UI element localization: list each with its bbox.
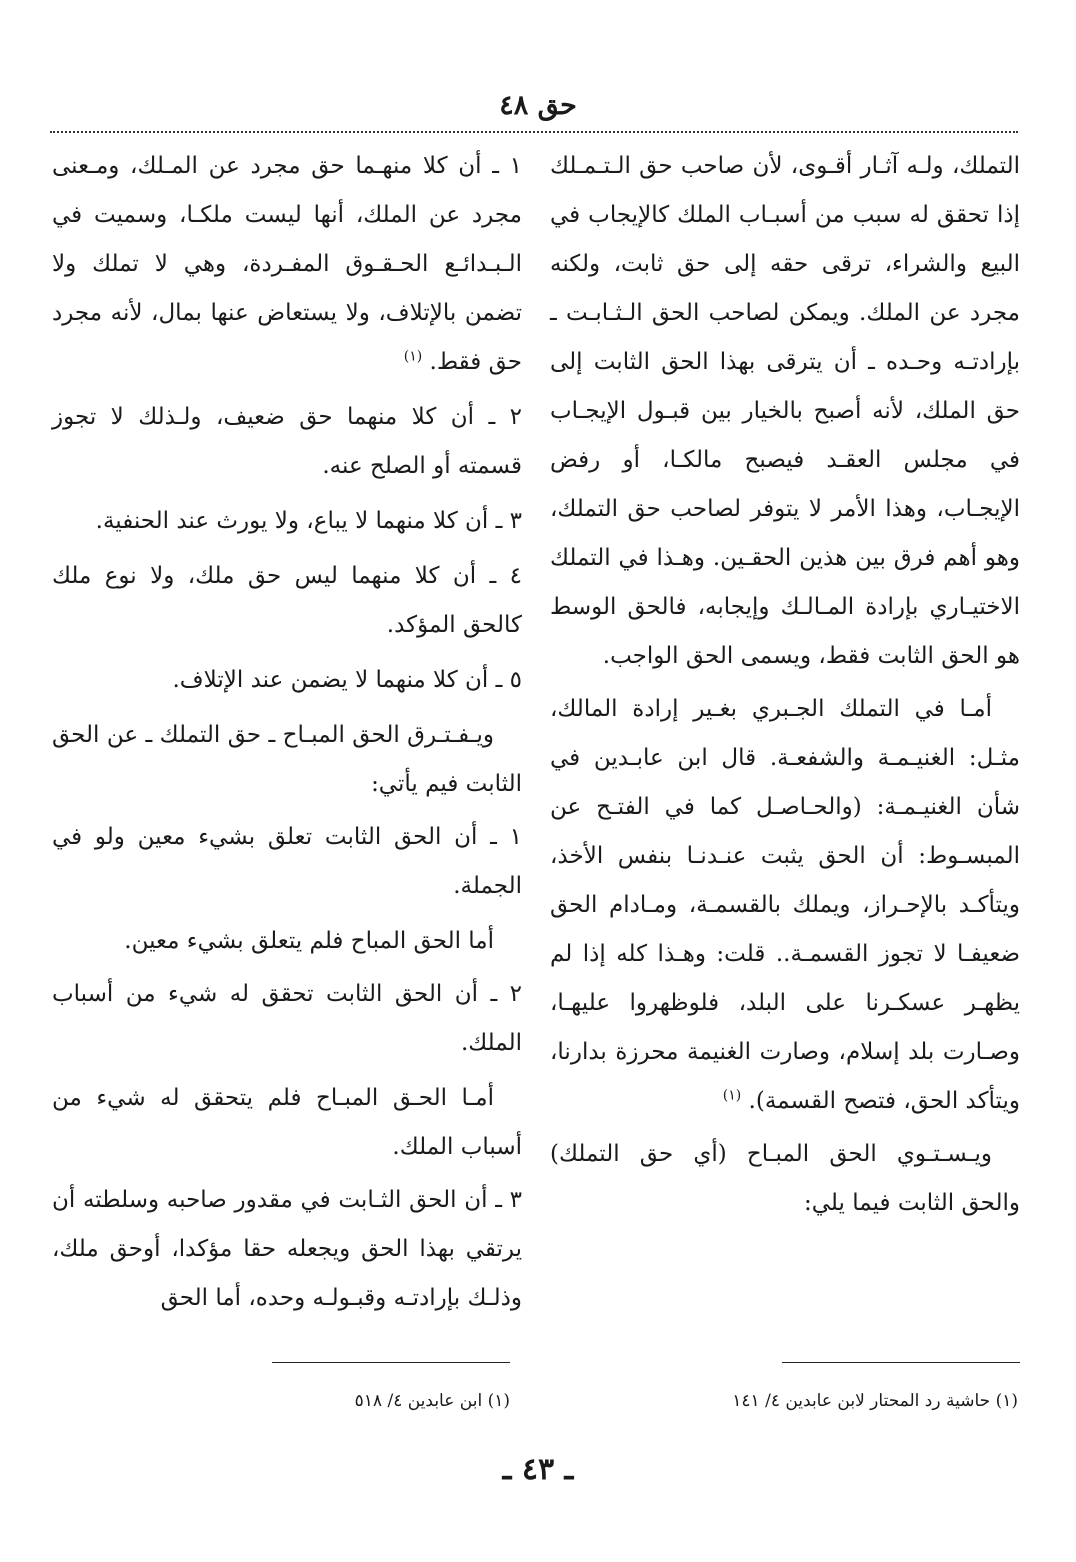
left-paragraph-8: أما الحق المباح فلم يتعلق بشيء معين. xyxy=(124,928,494,954)
left-paragraph-7: ١ ـ أن الحق الثابت تعلق بشيء معين ولو في الجملة. xyxy=(52,824,522,899)
left-footnote-rule xyxy=(272,1362,510,1363)
left-paragraph-3: ٣ ـ أن كلا منهما لا يباع، ولا يورث عند الحنفية. xyxy=(95,508,522,534)
left-paragraph-5: ٥ ـ أن كلا منهما لا يضمن عند الإتلاف. xyxy=(172,667,522,693)
right-paragraph-1: التملك، ولـه آثـار أقـوى، لأن صاحب حق الـتـمـلك إذا تحقق له سبب من أسبـاب الملك كالإيجاب في البيع والشراء، ترقى حقه إلى حق ثابت، ولكنه مجرد عن الملك. ويمكن لصاحب الحق الـثـابـت ـ بإرادتـه وحـده ـ أن يترقى بهذا الحق الثابت إلى حق الملك، لأنه أصبح بالخيار بين قبـول الإيجـاب في مجلس العقـد فيصبح مالكـا، أو رفض الإيجـاب، وهذا الأمر لا يتوفر لصاحب حق التملك، وهو أهم فرق بين هذين الحقـين. وهـذا في التملك الاختيـاري بإرادة المـالـك وإيجابه، فالحق الوسط هو الحق الثابت فقط، ويسمى الحق الواجب. xyxy=(550,153,1020,669)
left-column xyxy=(52,142,522,1327)
right-paragraph-3: ويـسـتـوي الحق المبـاح (أي حق التملك) والحق الثابت فيما يلي: xyxy=(550,1141,1020,1216)
right-footnote: (١) حاشية رد المحتار لابن عابدين ٤/ ١٤١ xyxy=(732,1391,1018,1411)
left-footnote: (١) ابن عابدين ٤/ ٥١٨ xyxy=(354,1391,510,1411)
page-number: ـ ٤٣ ـ xyxy=(502,1452,574,1487)
right-column xyxy=(550,142,1020,1232)
left-paragraph-2: ٢ ـ أن كلا منهما حق ضعيف، ولـذلك لا تجوز قسمته أو الصلح عنه. xyxy=(52,404,522,479)
right-paragraph-2: أمـا في التملك الجـبري بغـير إرادة المالك، مثـل: الغنيـمـة والشفعـة. قال ابن عابـدين في شأن الغنيـمـة: (والحـاصـل كما في الفتـح عن المبسـوط: أن الحق يثبت عنـدنـا بنفس الأخذ، ويتأكـد بالإحـراز، ويملك بالقسمـة، ومـادام الحق ضعيفـا لا تجوز القسمـة.. قلت: وهـذا كله إذا لم يظهـر عسكـرنا على البلد، فلوظهروا عليهـا، وصـارت بلد إسلام، وصارت الغنيمة محرزة بدارنا، ويتأكد الحق، فتصح القسمة). $^{(١)}$ xyxy=(550,696,1020,1114)
left-paragraph-10: أمـا الحـق المبـاح فلم يتحقق له شيء من أسباب الملك. xyxy=(52,1085,522,1160)
left-paragraph-11: ٣ ـ أن الحق الثـابت في مقدور صاحبه وسلطته أن يرتقي بهذا الحق ويجعله حقا مؤكدا، أوحق ملك، وذلـك بإرادتـه وقبـولـه وحده، أما الحق xyxy=(52,1187,522,1311)
left-paragraph-6: ويـفـتـرق الحق المبـاح ـ حق التملك ـ عن الحق الثابت فيم يأتي: xyxy=(52,722,522,797)
left-paragraph-1: ١ ـ أن كلا منهـما حق مجرد عن المـلك، ومـعنى مجرد عن الملك، أنها ليست ملكـا، وسميت في الـبـدائـع الحـقـوق المفـردة، وهي لا تملك ولا تضمن بالإتلاف، ولا يستعاض عنها بمال، لأنه مجرد حق فقط. $^{(١)}$ xyxy=(52,153,522,375)
right-footnote-rule xyxy=(782,1362,1020,1363)
footnote-reference: (١) xyxy=(722,1087,742,1104)
left-paragraph-9: ٢ ـ أن الحق الثابت تحقق له شيء من أسباب الملك. xyxy=(52,981,522,1056)
header-dotted-rule xyxy=(50,131,1018,133)
left-paragraph-4: ٤ ـ أن كلا منهما ليس حق ملك، ولا نوع ملك كالحق المؤكد. xyxy=(52,563,522,638)
running-header: حق ٤٨ xyxy=(499,90,577,121)
footnote-reference: (١) xyxy=(403,348,423,365)
